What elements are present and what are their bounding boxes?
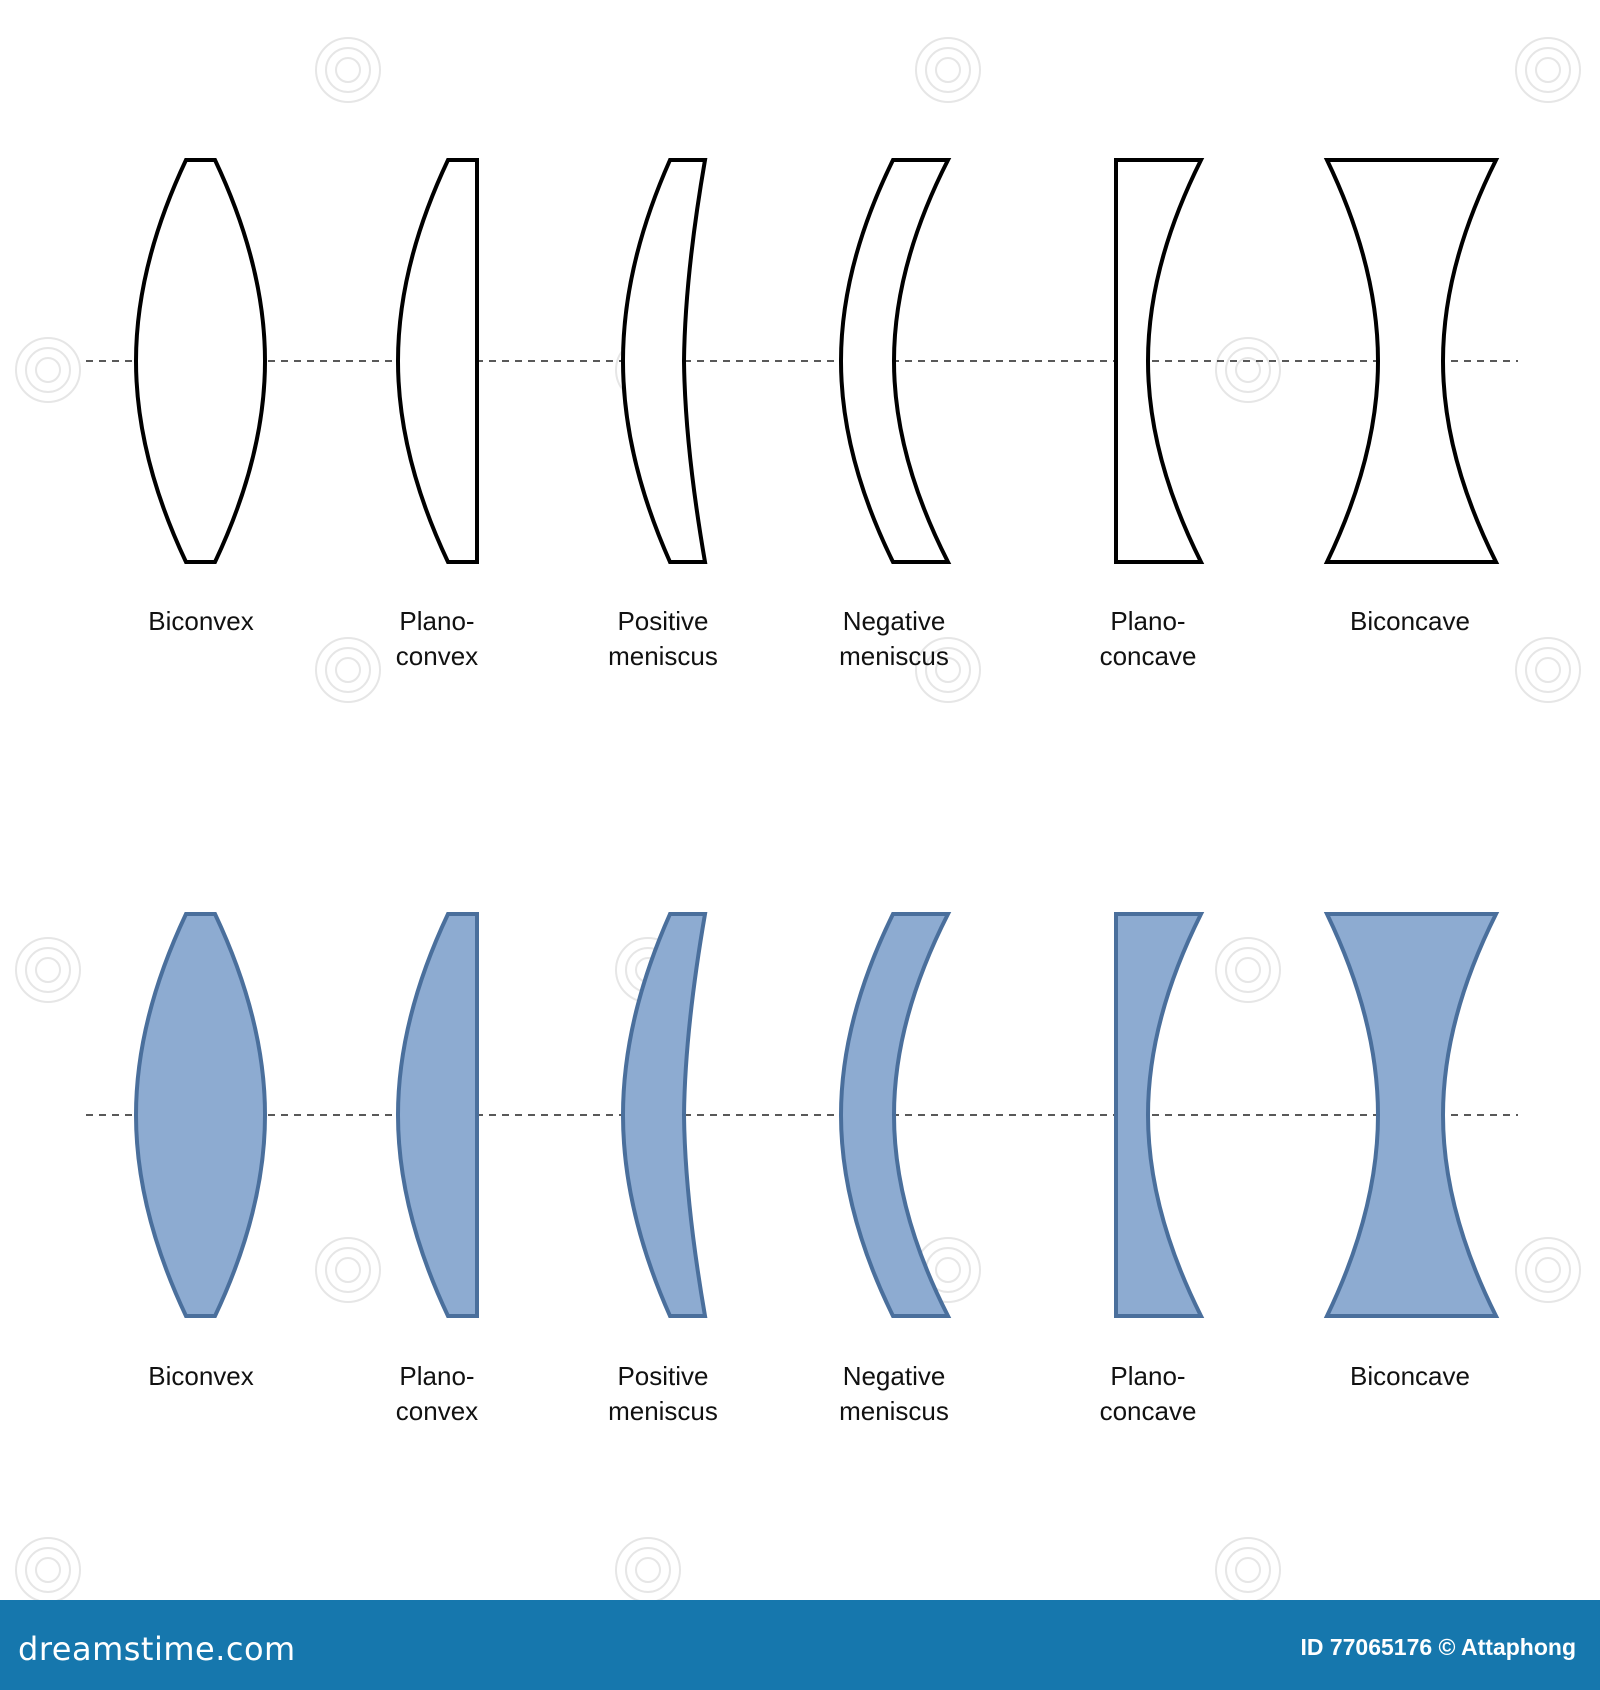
label-line: Negative bbox=[842, 1361, 946, 1391]
negative-meniscus-label bbox=[839, 606, 949, 671]
watermark-swirl-icon bbox=[16, 1538, 80, 1600]
watermark-swirl-icon bbox=[616, 1538, 680, 1600]
label-line: Positive bbox=[617, 606, 709, 636]
positive-meniscus-label bbox=[608, 1361, 718, 1426]
positive-meniscus-lens-outline bbox=[623, 160, 705, 562]
watermark-swirl-icon bbox=[1216, 338, 1280, 402]
watermark-swirl-icon bbox=[16, 938, 80, 1002]
footer-bar bbox=[0, 1600, 1600, 1690]
biconvex-lens-filled bbox=[136, 914, 265, 1316]
label-line: concave bbox=[1099, 1396, 1197, 1426]
label-line: Biconcave bbox=[1350, 1361, 1470, 1391]
label-line: Negative bbox=[842, 606, 946, 636]
label-line: Biconvex bbox=[148, 1361, 254, 1391]
watermark-swirl-icon bbox=[1216, 1538, 1280, 1600]
filled-lens-row bbox=[86, 914, 1518, 1426]
biconvex-lens-outline bbox=[136, 160, 265, 562]
positive-meniscus-lens-filled bbox=[623, 914, 705, 1316]
biconvex-label bbox=[148, 606, 254, 636]
plano-convex-label bbox=[396, 606, 478, 671]
outline-lens-row bbox=[86, 160, 1518, 671]
plano-concave-label bbox=[1100, 606, 1197, 671]
biconvex-label bbox=[148, 1361, 254, 1391]
footer-logo[interactable]: dreamstime.com bbox=[18, 1630, 296, 1668]
watermark-swirl-icon bbox=[316, 38, 380, 102]
label-line: meniscus bbox=[839, 1396, 949, 1426]
label-line: concave bbox=[1099, 641, 1197, 671]
biconcave-label bbox=[1350, 1361, 1470, 1391]
label-line: Plano- bbox=[1110, 606, 1186, 636]
label-line: meniscus bbox=[608, 1396, 718, 1426]
watermark-swirl-icon bbox=[916, 38, 980, 102]
footer-credit: ID 77065176 © Attaphong bbox=[1300, 1634, 1576, 1660]
label-line: convex bbox=[395, 1396, 479, 1426]
label-line: Biconcave bbox=[1350, 606, 1470, 636]
label-line: meniscus bbox=[839, 641, 949, 671]
biconcave-label bbox=[1350, 606, 1470, 636]
label-line: convex bbox=[395, 641, 479, 671]
negative-meniscus-label bbox=[839, 1361, 949, 1426]
label-line: meniscus bbox=[608, 641, 718, 671]
watermark-swirl-icon bbox=[1516, 38, 1580, 102]
label-line: Plano- bbox=[1110, 1361, 1186, 1391]
label-line: Plano- bbox=[399, 606, 475, 636]
positive-meniscus-label bbox=[608, 606, 718, 671]
label-line: Positive bbox=[617, 1361, 709, 1391]
label-line: Biconvex bbox=[148, 606, 254, 636]
label-line: Plano- bbox=[399, 1361, 475, 1391]
plano-convex-lens-outline bbox=[398, 160, 477, 562]
plano-concave-label bbox=[1100, 1361, 1197, 1426]
plano-convex-label bbox=[396, 1361, 478, 1426]
watermark-swirl-icon bbox=[1216, 938, 1280, 1002]
watermark-swirl-icon bbox=[16, 338, 80, 402]
plano-convex-lens-filled bbox=[398, 914, 477, 1316]
watermark-swirl-icon bbox=[1516, 1238, 1580, 1302]
watermark-swirl-icon bbox=[316, 638, 380, 702]
watermark-swirl-icon bbox=[1516, 638, 1580, 702]
watermark-swirl-icon bbox=[316, 1238, 380, 1302]
